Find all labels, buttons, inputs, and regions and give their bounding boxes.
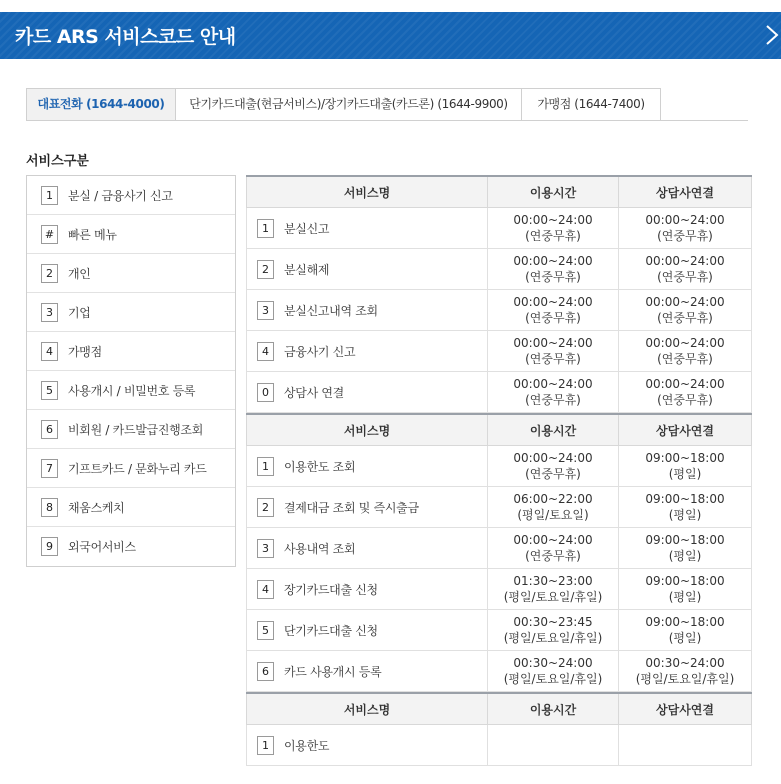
menu-label: 분실 / 금융사기 신고 [68, 188, 173, 203]
menu-item[interactable] [27, 293, 235, 332]
service-name: 분실신고내역 조회 [284, 303, 378, 318]
header [0, 0, 781, 59]
service-time-cell-hours: 00:00~24:00 [513, 213, 593, 227]
column-header-agent: 상담사연결 [619, 176, 752, 208]
table-row [247, 208, 752, 249]
ars-key: 3 [257, 301, 274, 320]
column-header-name: 서비스명 [247, 693, 488, 725]
agent-time-cell-days: (연중무휴) [657, 229, 713, 243]
menu-label: 외국어서비스 [68, 540, 136, 554]
agent-time-cell-hours: 00:00~24:00 [645, 295, 725, 309]
service-time-cell-days: (연중무휴) [525, 229, 581, 243]
agent-time-cell [619, 651, 752, 692]
service-time-cell-days: (연중무휴) [525, 393, 581, 407]
menu-key: 6 [41, 420, 58, 439]
ars-key: 2 [257, 260, 274, 279]
menu-label: 기업 [68, 305, 91, 320]
menu-item[interactable] [27, 449, 235, 488]
service-name: 이용한도 [284, 738, 330, 753]
table-header-row [247, 176, 752, 208]
service-name: 상담사 연결 [284, 385, 344, 400]
service-tables [246, 175, 748, 766]
service-time-cell-days: (연중무휴) [525, 270, 581, 284]
agent-time-cell-hours: 09:00~18:00 [645, 451, 725, 465]
column-header-time: 이용시간 [488, 693, 619, 725]
service-time-cell [488, 446, 619, 487]
tabs-divider [26, 120, 748, 121]
service-time-cell-hours: 00:00~24:00 [513, 336, 593, 350]
service-name-cell [247, 372, 488, 413]
service-time-cell [488, 249, 619, 290]
ars-key: 2 [257, 498, 274, 517]
service-time-cell [488, 487, 619, 528]
service-time-cell [488, 331, 619, 372]
ars-key: 1 [257, 457, 274, 476]
agent-time-cell-days: (평일) [668, 590, 702, 604]
service-name-cell [247, 487, 488, 528]
menu-key: 7 [41, 459, 58, 478]
service-time-cell [488, 651, 619, 692]
menu-label: 개인 [68, 266, 91, 281]
service-name: 사용내역 조회 [284, 541, 356, 556]
service-name-cell [247, 208, 488, 249]
table-row [247, 569, 752, 610]
table-header-row [247, 693, 752, 725]
table-header-row [247, 414, 752, 446]
service-name-cell [247, 569, 488, 610]
table-row [247, 372, 752, 413]
service-time-cell [488, 610, 619, 651]
agent-time-cell-hours: 00:00~24:00 [645, 336, 725, 350]
service-name: 장기카드대출 신청 [284, 582, 378, 597]
column-header-time: 이용시간 [488, 414, 619, 446]
ars-key: 1 [257, 736, 274, 755]
agent-time-cell-days: (연중무휴) [657, 393, 713, 407]
service-time-cell-hours: 00:00~24:00 [513, 451, 593, 465]
service-table [246, 413, 752, 692]
service-time-cell [488, 208, 619, 249]
service-time-cell-days: (연중무휴) [525, 549, 581, 563]
agent-time-cell [619, 610, 752, 651]
menu-item[interactable] [27, 371, 235, 410]
service-time-cell-days: (평일/토요일/휴일) [503, 590, 603, 604]
menu-item[interactable] [27, 410, 235, 449]
service-name-cell [247, 249, 488, 290]
menu-key: 4 [41, 342, 58, 361]
ars-key: 1 [257, 219, 274, 238]
service-time-cell-hours: 06:00~22:00 [513, 492, 593, 506]
agent-time-cell-hours: 00:00~24:00 [645, 213, 725, 227]
agent-time-cell-days: (평일/토요일/휴일) [635, 672, 735, 686]
agent-time-cell [619, 331, 752, 372]
agent-time-cell [619, 290, 752, 331]
menu-item[interactable] [27, 488, 235, 527]
agent-time-cell-hours: 09:00~18:00 [645, 492, 725, 506]
column-header-time: 이용시간 [488, 176, 619, 208]
agent-time-cell-hours: 09:00~18:00 [645, 533, 725, 547]
service-name: 결제대금 조회 및 즉시출금 [284, 500, 419, 515]
service-name: 이용한도 조회 [284, 459, 356, 474]
agent-time-cell [619, 249, 752, 290]
ars-key: 0 [257, 383, 274, 402]
column-header-name: 서비스명 [247, 414, 488, 446]
agent-time-cell-days: (연중무휴) [657, 311, 713, 325]
table-row [247, 610, 752, 651]
agent-time-cell-hours: 09:00~18:00 [645, 615, 725, 629]
service-section-title: 서비스구분 [26, 154, 89, 169]
table-row [247, 725, 752, 766]
service-name-cell [247, 651, 488, 692]
agent-time-cell [619, 208, 752, 249]
agent-time-cell-days: (연중무휴) [657, 352, 713, 366]
service-time-cell-hours: 00:00~24:00 [513, 533, 593, 547]
column-header-name: 서비스명 [247, 176, 488, 208]
menu-label: 비회원 / 카드발급진행조회 [68, 422, 203, 437]
agent-time-cell-days: (평일) [668, 508, 702, 522]
agent-time-cell-hours: 00:00~24:00 [645, 377, 725, 391]
service-name: 금융사기 신고 [284, 344, 356, 359]
service-time-cell-hours: 00:30~23:45 [513, 615, 593, 629]
service-time-cell-days: (평일/토요일) [517, 508, 589, 522]
agent-time-cell [619, 569, 752, 610]
service-name-cell [247, 331, 488, 372]
tab-main-phone[interactable]: 대표전화 (1644-4000) [26, 88, 176, 121]
column-header-agent: 상담사연결 [619, 414, 752, 446]
agent-time-cell [619, 725, 752, 766]
service-name-cell [247, 725, 488, 766]
menu-item[interactable] [27, 254, 235, 293]
service-time-cell-hours: 00:30~24:00 [513, 656, 593, 670]
service-time-cell [488, 372, 619, 413]
menu-key: 3 [41, 303, 58, 322]
service-time-cell-hours: 01:30~23:00 [513, 574, 593, 588]
table-row [247, 446, 752, 487]
menu-key: 1 [41, 186, 58, 205]
service-table [246, 692, 752, 766]
agent-time-cell-days: (평일) [668, 467, 702, 481]
menu-label: 사용개시 / 비밀번호 등록 [68, 383, 196, 398]
agent-time-cell-days: (평일) [668, 549, 702, 563]
menu-item[interactable] [27, 332, 235, 371]
service-time-cell-hours: 00:00~24:00 [513, 295, 593, 309]
table-row [247, 249, 752, 290]
service-time-cell-hours: 00:00~24:00 [513, 377, 593, 391]
agent-time-cell-hours: 00:30~24:00 [645, 656, 725, 670]
close-icon[interactable] [763, 21, 781, 49]
service-name-cell [247, 528, 488, 569]
agent-time-cell-hours: 09:00~18:00 [645, 574, 725, 588]
table-row [247, 528, 752, 569]
service-time-cell-days: (평일/토요일/휴일) [503, 631, 603, 645]
agent-time-cell [619, 446, 752, 487]
service-table [246, 175, 752, 413]
service-time-cell-days: (연중무휴) [525, 311, 581, 325]
page-title: 카드 ARS 서비스코드 안내 [15, 26, 236, 48]
tab-merchant[interactable]: 가맹점 (1644-7400) [522, 88, 661, 121]
service-time-cell [488, 528, 619, 569]
table-row [247, 331, 752, 372]
agent-time-cell [619, 487, 752, 528]
service-name: 단기카드대출 신청 [284, 623, 378, 638]
table-row [247, 290, 752, 331]
service-time-cell-hours: 00:00~24:00 [513, 254, 593, 268]
menu-label: 빠른 메뉴 [68, 227, 117, 242]
ars-key: 4 [257, 580, 274, 599]
ars-key: 6 [257, 662, 274, 681]
menu-label: 가맹점 [68, 344, 102, 359]
menu-item[interactable] [27, 215, 235, 254]
agent-time-cell [619, 528, 752, 569]
service-time-cell [488, 290, 619, 331]
menu-key: 9 [41, 537, 58, 556]
service-time-cell [488, 569, 619, 610]
menu-key: 5 [41, 381, 58, 400]
service-time-cell-days: (평일/토요일/휴일) [503, 672, 603, 686]
menu-label: 기프트카드 / 문화누리 카드 [68, 461, 207, 476]
service-time-cell-days: (연중무휴) [525, 352, 581, 366]
service-name-cell [247, 610, 488, 651]
menu-key: 8 [41, 498, 58, 517]
column-header-agent: 상담사연결 [619, 693, 752, 725]
agent-time-cell [619, 372, 752, 413]
service-time-cell [488, 725, 619, 766]
service-name-cell [247, 290, 488, 331]
ars-key: 4 [257, 342, 274, 361]
table-row [247, 651, 752, 692]
menu-key: # [41, 225, 58, 244]
service-menu [26, 175, 236, 567]
header-bar [0, 12, 781, 59]
table-row [247, 487, 752, 528]
agent-time-cell-days: (연중무휴) [657, 270, 713, 284]
menu-label: 채움스케치 [68, 500, 125, 515]
ars-key: 3 [257, 539, 274, 558]
agent-time-cell-days: (평일) [668, 631, 702, 645]
menu-item[interactable] [27, 527, 235, 566]
phone-tabs [26, 88, 661, 121]
menu-key: 2 [41, 264, 58, 283]
menu-item[interactable] [27, 176, 235, 215]
service-name: 카드 사용개시 등록 [284, 664, 382, 679]
service-time-cell-days: (연중무휴) [525, 467, 581, 481]
tab-card-loan[interactable]: 단기카드대출(현금서비스)/장기카드대출(카드론) (1644-9900) [176, 88, 522, 121]
service-name-cell [247, 446, 488, 487]
service-name: 분실신고 [284, 221, 330, 236]
agent-time-cell-hours: 00:00~24:00 [645, 254, 725, 268]
service-name: 분실해제 [284, 262, 330, 277]
ars-key: 5 [257, 621, 274, 640]
